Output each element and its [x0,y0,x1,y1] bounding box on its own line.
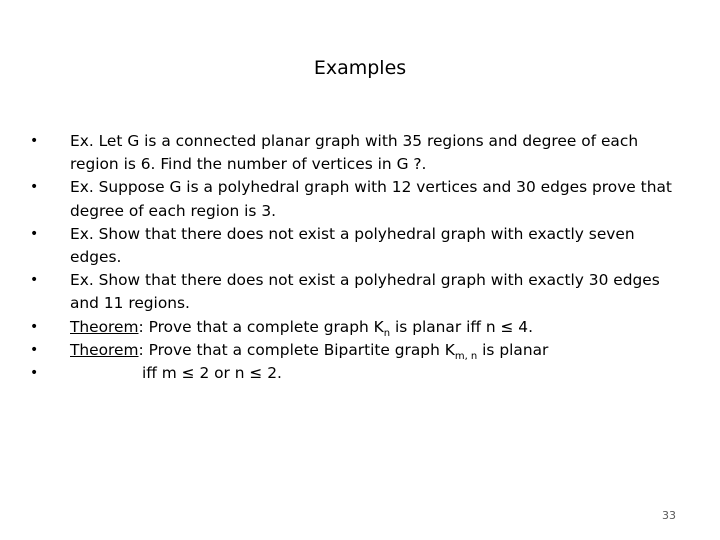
example-text: Ex. Show that there does not exist a polyhedral graph with exactly 30 edges and 11 regions. [70,271,660,313]
bullet-icon: • [30,225,39,242]
list-item [30,362,680,385]
theorem-text: : Prove that a complete Bipartite graph K [138,340,455,359]
bullet-icon: • [30,179,39,196]
theorem-label: Theorem [70,317,139,336]
bullet-icon: • [30,365,39,382]
example-text: Ex. Show that there does not exist a polyhedral graph with exactly seven edges. [70,224,635,267]
example-text: Ex. Suppose G is a polyhedral graph with 12 vertices and 30 edges prove that degree of each region is 3. [70,178,672,220]
list-item [30,316,680,339]
graph-subscript: n [383,327,391,339]
graph-subscript: m, n [454,350,478,362]
page-number: 33 [662,509,676,522]
list-item [30,176,680,222]
condition-text: iff m ≤ 2 or n ≤ 2. [142,364,282,383]
theorem-text: : Prove that a complete graph K [138,317,384,336]
example-text: Ex. Let G is a connected planar graph with 35 regions and degree of each region is 6. Find the number of vertices in G ?. [70,132,639,174]
bullet-list [30,130,680,385]
bullet-icon: • [30,341,39,358]
bullet-icon: • [30,318,39,335]
list-item [30,339,680,362]
list-item [30,223,680,269]
list-item [30,130,680,176]
bullet-icon: • [30,133,39,149]
theorem-text-end: is planar iff n ≤ 4. [390,317,533,336]
slide-title: Examples [313,57,407,79]
theorem-text-end: is planar [477,340,549,359]
theorem-label: Theorem [70,340,139,359]
bullet-icon: • [30,272,39,289]
list-item [30,269,680,315]
